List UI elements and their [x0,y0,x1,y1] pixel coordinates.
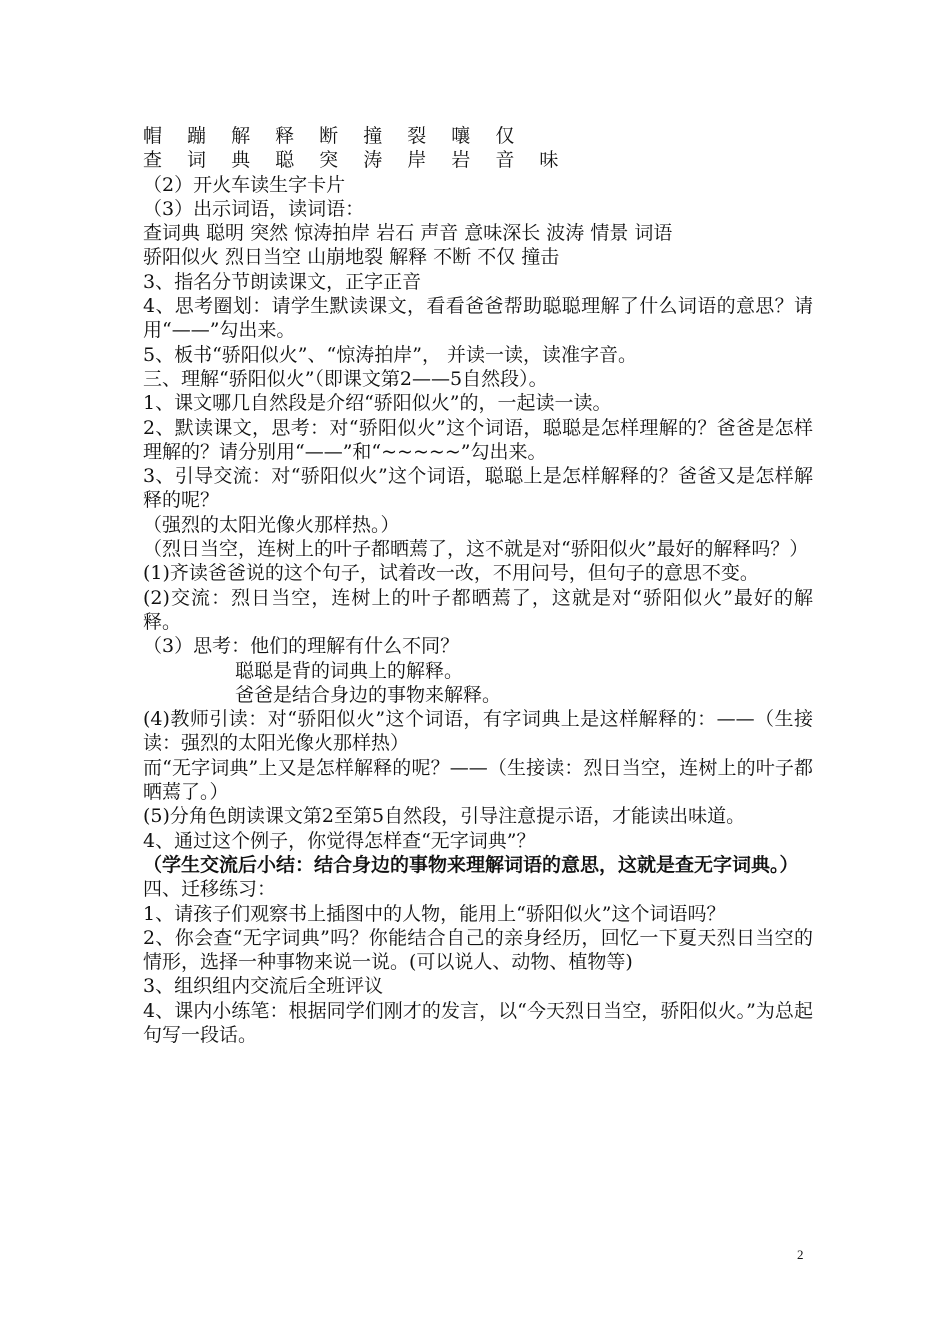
paragraph: 5、板书“骄阳似火”、“惊涛拍岸”， 并读一读，读准字音。 [143,343,637,366]
paragraph: 2、你会查“无字词典”吗？你能结合自己的亲身经历，回忆一下夏天烈日当空的情形，选择一种事物来说一说。(可以说人、动物、植物等) [143,926,813,974]
character-row-2: 查 词 典 聪 突 涛 岸 岩 音 味 [143,149,568,172]
paragraph: 3、指名分节朗读课文，正字正音 [143,270,422,293]
page-number: 2 [797,1247,804,1262]
paragraph: （2）开火车读生字卡片 [143,173,346,196]
paragraph: （3）出示词语，读词语： [143,197,365,220]
paragraph: 1、课文哪几自然段是介绍“骄阳似火”的，一起读一读。 [143,392,612,415]
paragraph: 4、思考圈划：请学生默读课文，看看爸爸帮助聪聪理解了什么词语的意思？请用“——”勾出来。 [143,295,813,342]
paragraph: 而“无字词典”上又是怎样解释的呢？——（生接读：烈日当空，连树上的叶子都晒蔫了。） [143,756,813,804]
section-heading: 三、理解“骄阳似火”（即课文第2——5自然段）。 [143,367,548,390]
summary-bold: （学生交流后小结：结合身边的事物来理解词语的意思，这就是查无字词典。） [143,853,799,876]
paragraph-indented: 聪聪是背的词典上的解释。 [235,659,464,682]
document-body [143,124,813,1047]
paragraph: （3）思考：他们的理解有什么不同？ [143,635,460,658]
paragraph: 2、默读课文，思考：对“骄阳似火”这个词语，聪聪是怎样理解的？爸爸是怎样理解的？请分别用“——”和“~~~~~”勾出来。 [143,416,813,463]
paragraph: 3、引导交流：对“骄阳似火”这个词语，聪聪上是怎样解释的？爸爸又是怎样解释的呢？ [143,465,813,512]
paragraph: (4)教师引读：对“骄阳似火”这个词语，有字词典上是这样解释的：——（生接读：强烈的太阳光像火那样热） [143,708,813,755]
paragraph: 3、组织组内交流后全班评议 [143,975,384,998]
paragraph: 1、请孩子们观察书上插图中的人物，能用上“骄阳似火”这个词语吗？ [143,902,726,925]
paragraph-indented: 爸爸是结合身边的事物来解释。 [235,683,502,706]
paragraph: (2)交流：烈日当空，连树上的叶子都晒蔫了，这就是对“骄阳似火”最好的解释。 [143,586,813,633]
word-list-2: 骄阳似火 烈日当空 山崩地裂 解释 不断 不仅 撞击 [143,246,560,269]
paragraph: 4、课内小练笔：根据同学们刚才的发言，以“今天烈日当空，骄阳似火。”为总起句写一段话。 [143,999,813,1046]
section-heading: 四、迁移练习： [143,878,277,901]
paragraph: （烈日当空，连树上的叶子都晒蔫了，这不就是对“骄阳似火”最好的解释吗？） [143,538,809,561]
paragraph: (1)齐读爸爸说的这个句子，试着改一改，不用问号，但句子的意思不变。 [143,562,759,585]
paragraph: (5)分角色朗读课文第2至第5自然段，引导注意提示语，才能读出味道。 [143,805,746,828]
paragraph: 4、通过这个例子，你觉得怎样查“无字词典”？ [143,829,536,852]
character-row-1: 帽 蹦 解 释 断 撞 裂 嚷 仅 [143,125,524,147]
word-list-1: 查词典 聪明 突然 惊涛拍岸 岩石 声音 意味深长 波涛 情景 词语 [143,222,673,245]
paragraph: （强烈的太阳光像火那样热。） [143,513,400,536]
